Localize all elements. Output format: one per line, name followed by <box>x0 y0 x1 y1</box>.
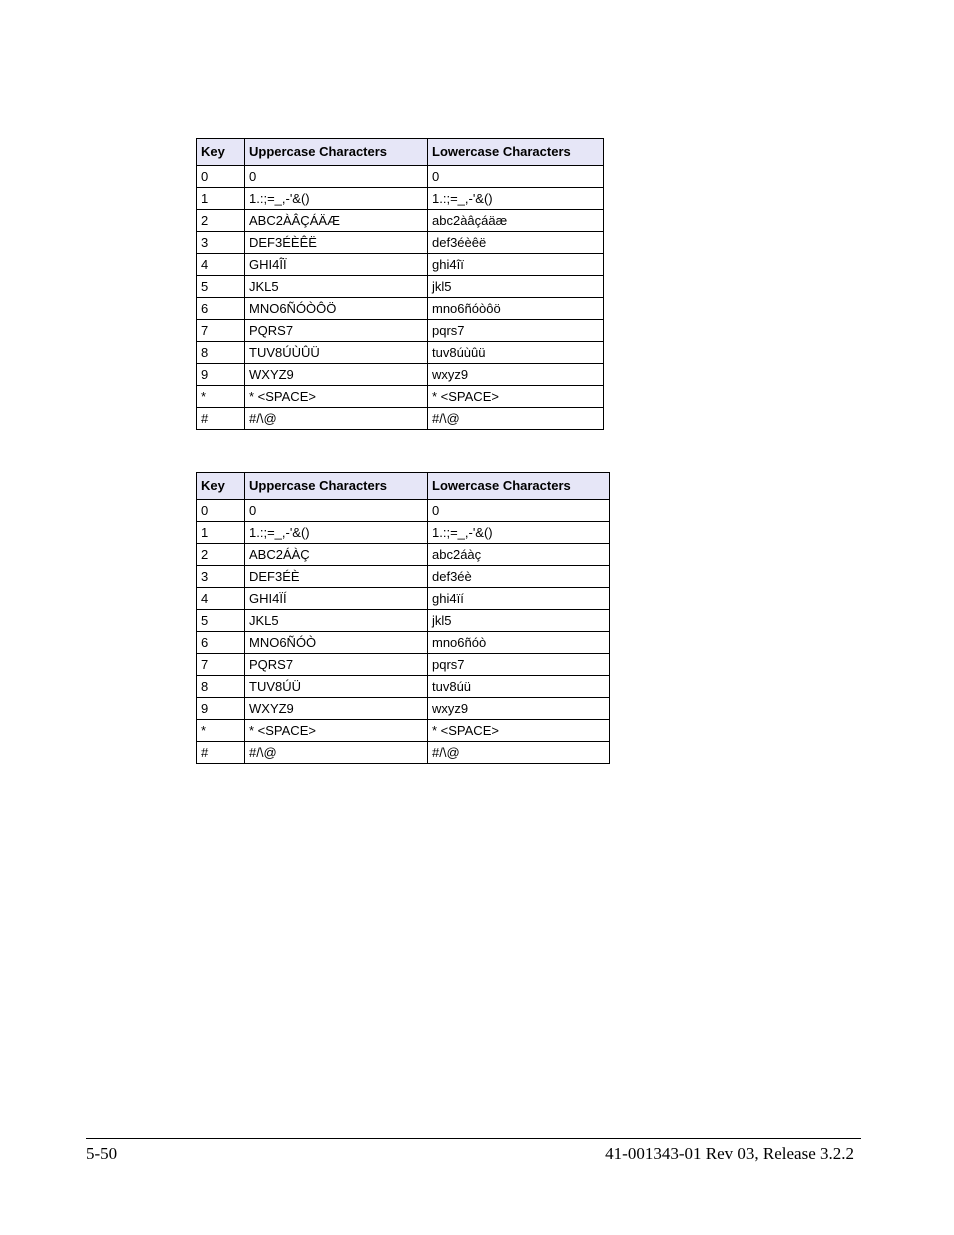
lowercase-cell: ghi4îï <box>428 254 604 276</box>
key-cell: 9 <box>197 698 245 720</box>
lowercase-cell: * <SPACE> <box>428 720 610 742</box>
table-row <box>197 166 604 188</box>
table-row <box>197 676 610 698</box>
header-key: Key <box>197 139 245 166</box>
uppercase-cell: GHI4ÎÏ <box>245 254 428 276</box>
lowercase-cell: 0 <box>428 500 610 522</box>
header-lowercase: Lowercase Characters <box>428 473 610 500</box>
header-key: Key <box>197 473 245 500</box>
key-cell: 7 <box>197 320 245 342</box>
table-row <box>197 320 604 342</box>
document-id: 41-001343-01 Rev 03, Release 3.2.2 <box>605 1144 854 1163</box>
uppercase-cell: WXYZ9 <box>245 364 428 386</box>
table-row <box>197 276 604 298</box>
table-row <box>197 364 604 386</box>
table-row <box>197 522 610 544</box>
key-cell: # <box>197 742 245 764</box>
key-cell: * <box>197 720 245 742</box>
uppercase-cell: 1.:;=_,-'&() <box>245 522 428 544</box>
key-cell: 3 <box>197 232 245 254</box>
uppercase-cell: #/\@ <box>245 742 428 764</box>
table-row <box>197 632 610 654</box>
key-cell: 8 <box>197 342 245 364</box>
table-row <box>197 500 610 522</box>
lowercase-cell: #/\@ <box>428 408 604 430</box>
key-cell: 0 <box>197 500 245 522</box>
table-row <box>197 654 610 676</box>
key-cell: 4 <box>197 254 245 276</box>
lowercase-cell: def3éèêë <box>428 232 604 254</box>
table-row <box>197 610 610 632</box>
lowercase-cell: abc2àâçáäæ <box>428 210 604 232</box>
lowercase-cell: * <SPACE> <box>428 386 604 408</box>
uppercase-cell: JKL5 <box>245 610 428 632</box>
table-row <box>197 408 604 430</box>
uppercase-cell: TUV8ÚÙÛÜ <box>245 342 428 364</box>
uppercase-cell: DEF3ÉÈ <box>245 566 428 588</box>
lowercase-cell: tuv8úùûü <box>428 342 604 364</box>
table-row <box>197 720 610 742</box>
uppercase-cell: 1.:;=_,-'&() <box>245 188 428 210</box>
key-cell: 2 <box>197 210 245 232</box>
character-table-1 <box>196 138 604 430</box>
table-row <box>197 386 604 408</box>
uppercase-cell: 0 <box>245 500 428 522</box>
footer-divider <box>86 1138 861 1139</box>
uppercase-cell: WXYZ9 <box>245 698 428 720</box>
table-row <box>197 298 604 320</box>
uppercase-cell: DEF3ÉÈÊË <box>245 232 428 254</box>
uppercase-cell: ABC2ÁÀÇ <box>245 544 428 566</box>
key-cell: 5 <box>197 610 245 632</box>
uppercase-cell: ABC2ÀÂÇÁÄÆ <box>245 210 428 232</box>
table-row <box>197 232 604 254</box>
character-table-2 <box>196 472 610 764</box>
table-row <box>197 210 604 232</box>
key-cell: 1 <box>197 522 245 544</box>
table-row <box>197 588 610 610</box>
lowercase-cell: abc2áàç <box>428 544 610 566</box>
lowercase-cell: mno6ñóòôö <box>428 298 604 320</box>
key-cell: 7 <box>197 654 245 676</box>
key-cell: 3 <box>197 566 245 588</box>
table-row <box>197 342 604 364</box>
header-uppercase: Uppercase Characters <box>245 139 428 166</box>
key-cell: 4 <box>197 588 245 610</box>
uppercase-cell: 0 <box>245 166 428 188</box>
table-header-row <box>197 473 610 500</box>
key-cell: 6 <box>197 298 245 320</box>
page-number: 5-50 <box>86 1144 118 1163</box>
uppercase-cell: JKL5 <box>245 276 428 298</box>
key-cell: 9 <box>197 364 245 386</box>
key-cell: 0 <box>197 166 245 188</box>
uppercase-cell: TUV8ÚÜ <box>245 676 428 698</box>
uppercase-cell: MNO6ÑÓÒ <box>245 632 428 654</box>
table-row <box>197 544 610 566</box>
uppercase-cell: #/\@ <box>245 408 428 430</box>
lowercase-cell: 1.:;=_,-'&() <box>428 522 610 544</box>
lowercase-cell: ghi4ïí <box>428 588 610 610</box>
uppercase-cell: GHI4ÏÍ <box>245 588 428 610</box>
lowercase-cell: #/\@ <box>428 742 610 764</box>
key-cell: * <box>197 386 245 408</box>
lowercase-cell: 1.:;=_,-'&() <box>428 188 604 210</box>
header-lowercase: Lowercase Characters <box>428 139 604 166</box>
uppercase-cell: MNO6ÑÓÒÔÖ <box>245 298 428 320</box>
lowercase-cell: 0 <box>428 166 604 188</box>
table-row <box>197 566 610 588</box>
lowercase-cell: jkl5 <box>428 276 604 298</box>
lowercase-cell: jkl5 <box>428 610 610 632</box>
uppercase-cell: * <SPACE> <box>245 720 428 742</box>
lowercase-cell: mno6ñóò <box>428 632 610 654</box>
lowercase-cell: def3éè <box>428 566 610 588</box>
table-row <box>197 188 604 210</box>
lowercase-cell: pqrs7 <box>428 654 610 676</box>
key-cell: 2 <box>197 544 245 566</box>
uppercase-cell: PQRS7 <box>245 320 428 342</box>
header-uppercase: Uppercase Characters <box>245 473 428 500</box>
table-header-row <box>197 139 604 166</box>
lowercase-cell: wxyz9 <box>428 698 610 720</box>
key-cell: 5 <box>197 276 245 298</box>
lowercase-cell: tuv8úü <box>428 676 610 698</box>
lowercase-cell: wxyz9 <box>428 364 604 386</box>
key-cell: # <box>197 408 245 430</box>
key-cell: 8 <box>197 676 245 698</box>
uppercase-cell: * <SPACE> <box>245 386 428 408</box>
key-cell: 1 <box>197 188 245 210</box>
key-cell: 6 <box>197 632 245 654</box>
table-row <box>197 254 604 276</box>
table-row <box>197 698 610 720</box>
table-row <box>197 742 610 764</box>
uppercase-cell: PQRS7 <box>245 654 428 676</box>
lowercase-cell: pqrs7 <box>428 320 604 342</box>
